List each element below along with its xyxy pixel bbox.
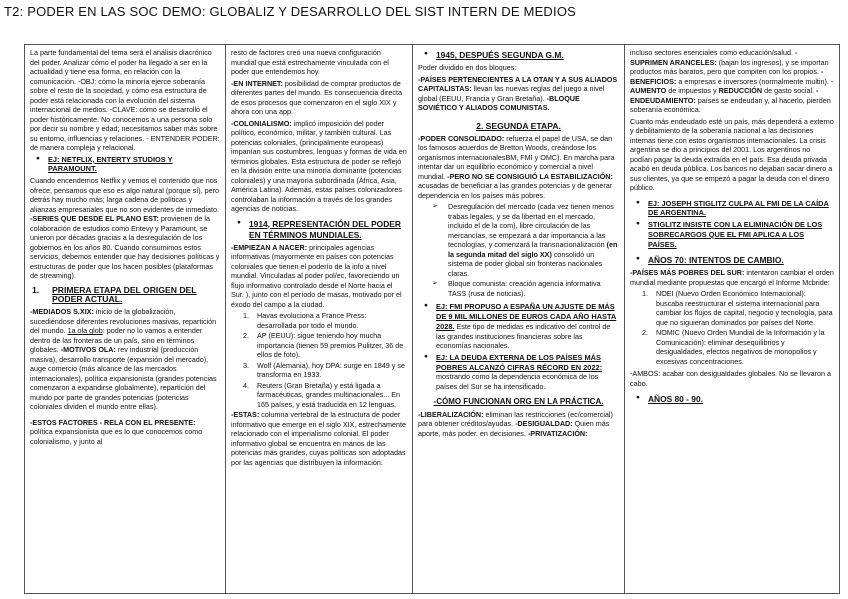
list-item: 1. Havas evoluciona a France Press: desarrollada por todo el mundo. bbox=[243, 311, 367, 330]
column-2 bbox=[226, 45, 413, 593]
argentina-paragraph: Cuanto más endeudado esté un país, más dependerá a externo y debilitamiento de la soberanía nacional a las decisiones internas tiene con estos organismos internacionales. La crisis argentina se dio a principios del 2001. Los argentinos no podían pagar la deuda extraída en el país. Esa deuda privada acabó en deuda pública. Los bancos no dejaban sacar dinero a sus clientes, ya que se empezó a pagar la deuda con el dinero público. bbox=[630, 116, 834, 192]
intro-paragraph: La parte fundamental del tema será el análisis diacrónico del poder. Analizar cómo el poder ha llegado a ser en la actualidad y tiene esa forma, en relación con la comunicación. -OBJ: cómo la minoría ejerce soberanía sobre el resto de la sociedad, y cómo esa estructura de poder está relacionada con la evolución del sistema internacional de medios. -CLAVE: cómo se desarrolló el poder históricamente. No conocemos a una persona solo por decir su nombre y edad; necesitamos saber más sobre su entorno, influencias y relaciones. - ENTENDER PODER: de manera compleja y relacional. bbox=[30, 48, 220, 152]
list-item: 4. Reuters (Gran Bretaña) y está ligada a farmacéuticas, grandes multinacionales... En 165 países, y está traducida en 12 lenguas. bbox=[243, 380, 401, 409]
factores-paragraph: -ESTOS FACTORES - RELA CON EL PRESENTE: política expansionista que es lo que conocemos como colonialismo, y junto al bbox=[30, 417, 203, 446]
netflix-paragraph: Cuando encendemos Netflix y vemos el contenido que nos ofrece, pensamos que eso es algo natural (porque sí), pero detrás hay mucho más; larga cadena de políticas y alianzas empresariales que no son evidentes de inmediato. -SERIES QUE DESDE EL PLANO EST: provienen de la colaboración de estudios como Entevy y Paramount, se unieron por décadas gracias a la desregulación de los gobiernos en los años 80. Cuando consumimos estos servicios, debemos entender que hay decisiones políticas y estructuras de poder que los hacen posibles (plataformas de streaming). bbox=[30, 176, 220, 281]
colonialismo-paragraph: -COLONIALISMO: implicó imposición del poder político, económico, militar, y también cultural. Las potencias coloniales, (principalmente europeas) impanían sus costumbres, lenguas y formas de vida en términos globales. Esta estructura de poder se reflejó en la división entre una minoría dominante (potencias coloniales) y una mayoría subordinada (África, Asia, América Latina). Además, estas países colonizadores controlaban la información a través de los grandes agencias de noticias. bbox=[231, 118, 407, 213]
bullet-deuda-externa: ● EJ: LA DEUDA EXTERNA DE LOS PAÍSES MÁS POBRES ALCANZÓ CIFRAS RÉCORD EN 2022: mostrando como la dependencia económica de los países del Sur se ha intensificado. bbox=[418, 353, 619, 392]
column-1 bbox=[25, 45, 226, 593]
bullet-stiglitz-2: ● STIGLITZ INSISTE CON LA ELIMINACIÓN DE LOS SOBRECARGOS QUE EL FMI APLICA A LOS PAÍSES. bbox=[630, 220, 834, 249]
heading-1945: ● 1945, DESPUÉS SEGUNDA G.M. bbox=[418, 50, 619, 61]
paises-pobres-paragraph: -PAÍSES MÁS POBRES DEL SUR: intentaron cambiar el orden mundial mediante propuestas que encargó el Informe Mcbride: bbox=[630, 268, 834, 287]
notes-table bbox=[24, 44, 840, 594]
bloques-intro: Poder dividido en dos bloques: bbox=[418, 63, 517, 73]
heading-anos-70: ● AÑOS 70: INTENTOS DE CAMBIO. bbox=[630, 255, 834, 266]
consolidado-paragraph: -PODER CONSOLIDADO: refuerza el papel de USA, se dan los famosos acuerdos de Bretton Woods, creándose los organismos internacionalesBM, FMI y OMC). En marcha para intentar dar un equilibrio económico y comercial a nivel mundial. -PERO NO SE CONSIGUIÓ LA ESTABILIZACIÓN: acusadas de beneficiar a las grandes potencias y de generar dependencia en los países más pobres. bbox=[418, 133, 615, 200]
heading-como-funcionan: -CÓMO FUNCIONAN ORG EN LA PRÁCTICA. bbox=[433, 397, 604, 407]
agencias-paragraph: -EMPIEZAN A NACER: principales agencias informativas (mayormente en países con potencias coloniales que tienen el poderío de la info a nivel mundial. Vinculadas al poder pol/ec, favoreciendo un flujo informativo controlado desde el Norte hacia el Sur. ), junto con el período de masas, motivado por el éxodo del campo a la ciudad. bbox=[231, 242, 402, 309]
column-3 bbox=[413, 45, 625, 593]
list-item: 3. Wolf (Alemania), hoy DPA: surge en 1849 y se transforma en 1933. bbox=[243, 360, 405, 380]
estas-paragraph: -ESTAS: columna vertebral de la estructura de poder informativo que emerge en el siglo XIX, estrechamente relacionado con el imperialismo colonial. El poder informativo global se encuentra en manos de las potencias más grandes, cuyas políticas son adoptadas por las agencias que distribuyen la información. bbox=[231, 410, 406, 467]
factores-continuation: resto de factores creó una nueva configuración mundial que está estrechamente vinculada con el poder que entendemos hoy. bbox=[231, 48, 389, 76]
otan-paragraph: -PAÍSES PERTENECIENTES A LA OTAN Y A SUS ALIADOS CAPITALISTAS: llevan las nuevas reglas del juego a nivel global (EEUU, Francia y Gran Bretaña). -BLOQUE SOVIÉTICO Y ALIADOS COMUNISTAS. bbox=[418, 74, 618, 113]
heading-anos-80-90: ● AÑOS 80 - 90. bbox=[630, 394, 834, 405]
bullet-stiglitz-1: ● EJ: JOSEPH STIGLITZ CULPA AL FMI DE LA CAÍDA DE ARGENTINA. bbox=[630, 199, 834, 219]
heading-primera-etapa: 1. PRIMERA ETAPA DEL ORIGEN DEL PODER ACTUAL. bbox=[32, 284, 197, 305]
list-item: 2. NOMIC (Nuevo Orden Mundial de la Información y la Comunicación): eliminar desequilibrios y desigualdades, efectos negativos de monopolios y excesivas concentraciones. bbox=[642, 328, 825, 366]
bullet-netflix: ● EJ: NETFLIX, ENTERTY STUDIOS Y PARAMOUNT. bbox=[30, 155, 220, 175]
bullet-fmi-espana: ● EJ: FMI PROPUSO A ESPAÑA UN AJUSTE DE MÁS DE 9 MIL MILLONES DE EUROS CADA AÑO HASTA 2028. Este tipo de medidas es indicativo del control de las grandes instituciones financieras sobre las economías nacionales. bbox=[418, 302, 619, 350]
mediados-paragraph: -MEDIADOS S.XIX: inicio de la globalización, sucediéndose diferentes revoluciones masivas, repartición del mundo. 1a ola glob: poder no lo vamos a entender dentro de las fronteras de un país, sino en términos globales. -MOTIVOS OLA: rev industrial (producción masiva), desarrollo transporte (expansión del mercado), auge comercio (más alcance de las mercados internacionales), política expansionista (grandes potencias comenzaron a expandirse globalmente), repartición del mundo por parte de grandes potencias (potencias coloniales dividen el mundo entre ellas). bbox=[30, 307, 217, 412]
column-4 bbox=[625, 45, 839, 593]
internet-paragraph: -EN INTERNET: posibilidad de comprar productos de diferentes partes del mundo. Es consecuencia directa de esos procesos que comenzaron en el siglo XIX y ahora con una app. bbox=[231, 78, 403, 116]
heading-1914: ● 1914, REPRESENTACIÓN DEL PODER EN TÉRMINOS MUNDIALES. bbox=[231, 219, 407, 241]
list-item: 1. NOEI (Nuevo Orden Económico Internacional): buscaba reestructurar el sistema internacional para cambiar los flujos de capital, negocio y tecnología, para que no siguieran dominados por países del Norte. bbox=[642, 289, 833, 327]
liberalizacion-paragraph: -LIBERALIZACIÓN: eliminan las restricciones (ec/comercial) para obtener créditos/ayudas. -DESIGUALDAD: Quien más aporte, más poder. en decisiones. -PRIVATIZACIÓN: bbox=[418, 409, 613, 438]
heading-segunda-etapa: 2. SEGUNDA ETAPA. bbox=[476, 120, 561, 131]
privatizacion-continuation: incluso sectores esenciales como educación/salud. -SUPRIMEN ARANCELES: (bajan los ingresos), y se importan productos más baratos, pero que compiten con los propios. -BENEFICIOS: a empresas e inversores (normalmente multin). - AUMENTO de impuestos y REDUCCIÓN de gasto social. -ENDEUDAMIENTO: países se endeudan y, al hacerlo, pierden soberanía económica. bbox=[630, 48, 834, 114]
page-title: T2: PODER EN LAS SOC DEMO: GLOBALIZ Y DESARROLLO DEL SIST INTERN DE MEDIOS bbox=[4, 4, 577, 19]
list-item: 2. AP (EEUU): sigue teniendo hoy mucha importancia (tienen 59 premios Pulitzer, 36 de ellos de foto). bbox=[243, 331, 404, 360]
arrow-item: ➢ Desregulación del mercado (cada vez tienen menos trabas legales, y se da libertad en el mercado, incluido el de la com), libre circulación de las mercancías, se empezará a dar importancia a las tecnologías, y comenzará la transnacionalización (en la segunda mitad del siglo XX) consolidó un sistema de poder global sin fronteras nacionales claras. bbox=[428, 202, 619, 278]
ambos-paragraph: -AMBOS: acabar con desigualdades globales. No se llevaron a cabo. bbox=[630, 369, 831, 388]
arrow-item: ➢ Bloque comunista: creación agencia informativa TASS (rusa de noticias). bbox=[428, 279, 619, 298]
